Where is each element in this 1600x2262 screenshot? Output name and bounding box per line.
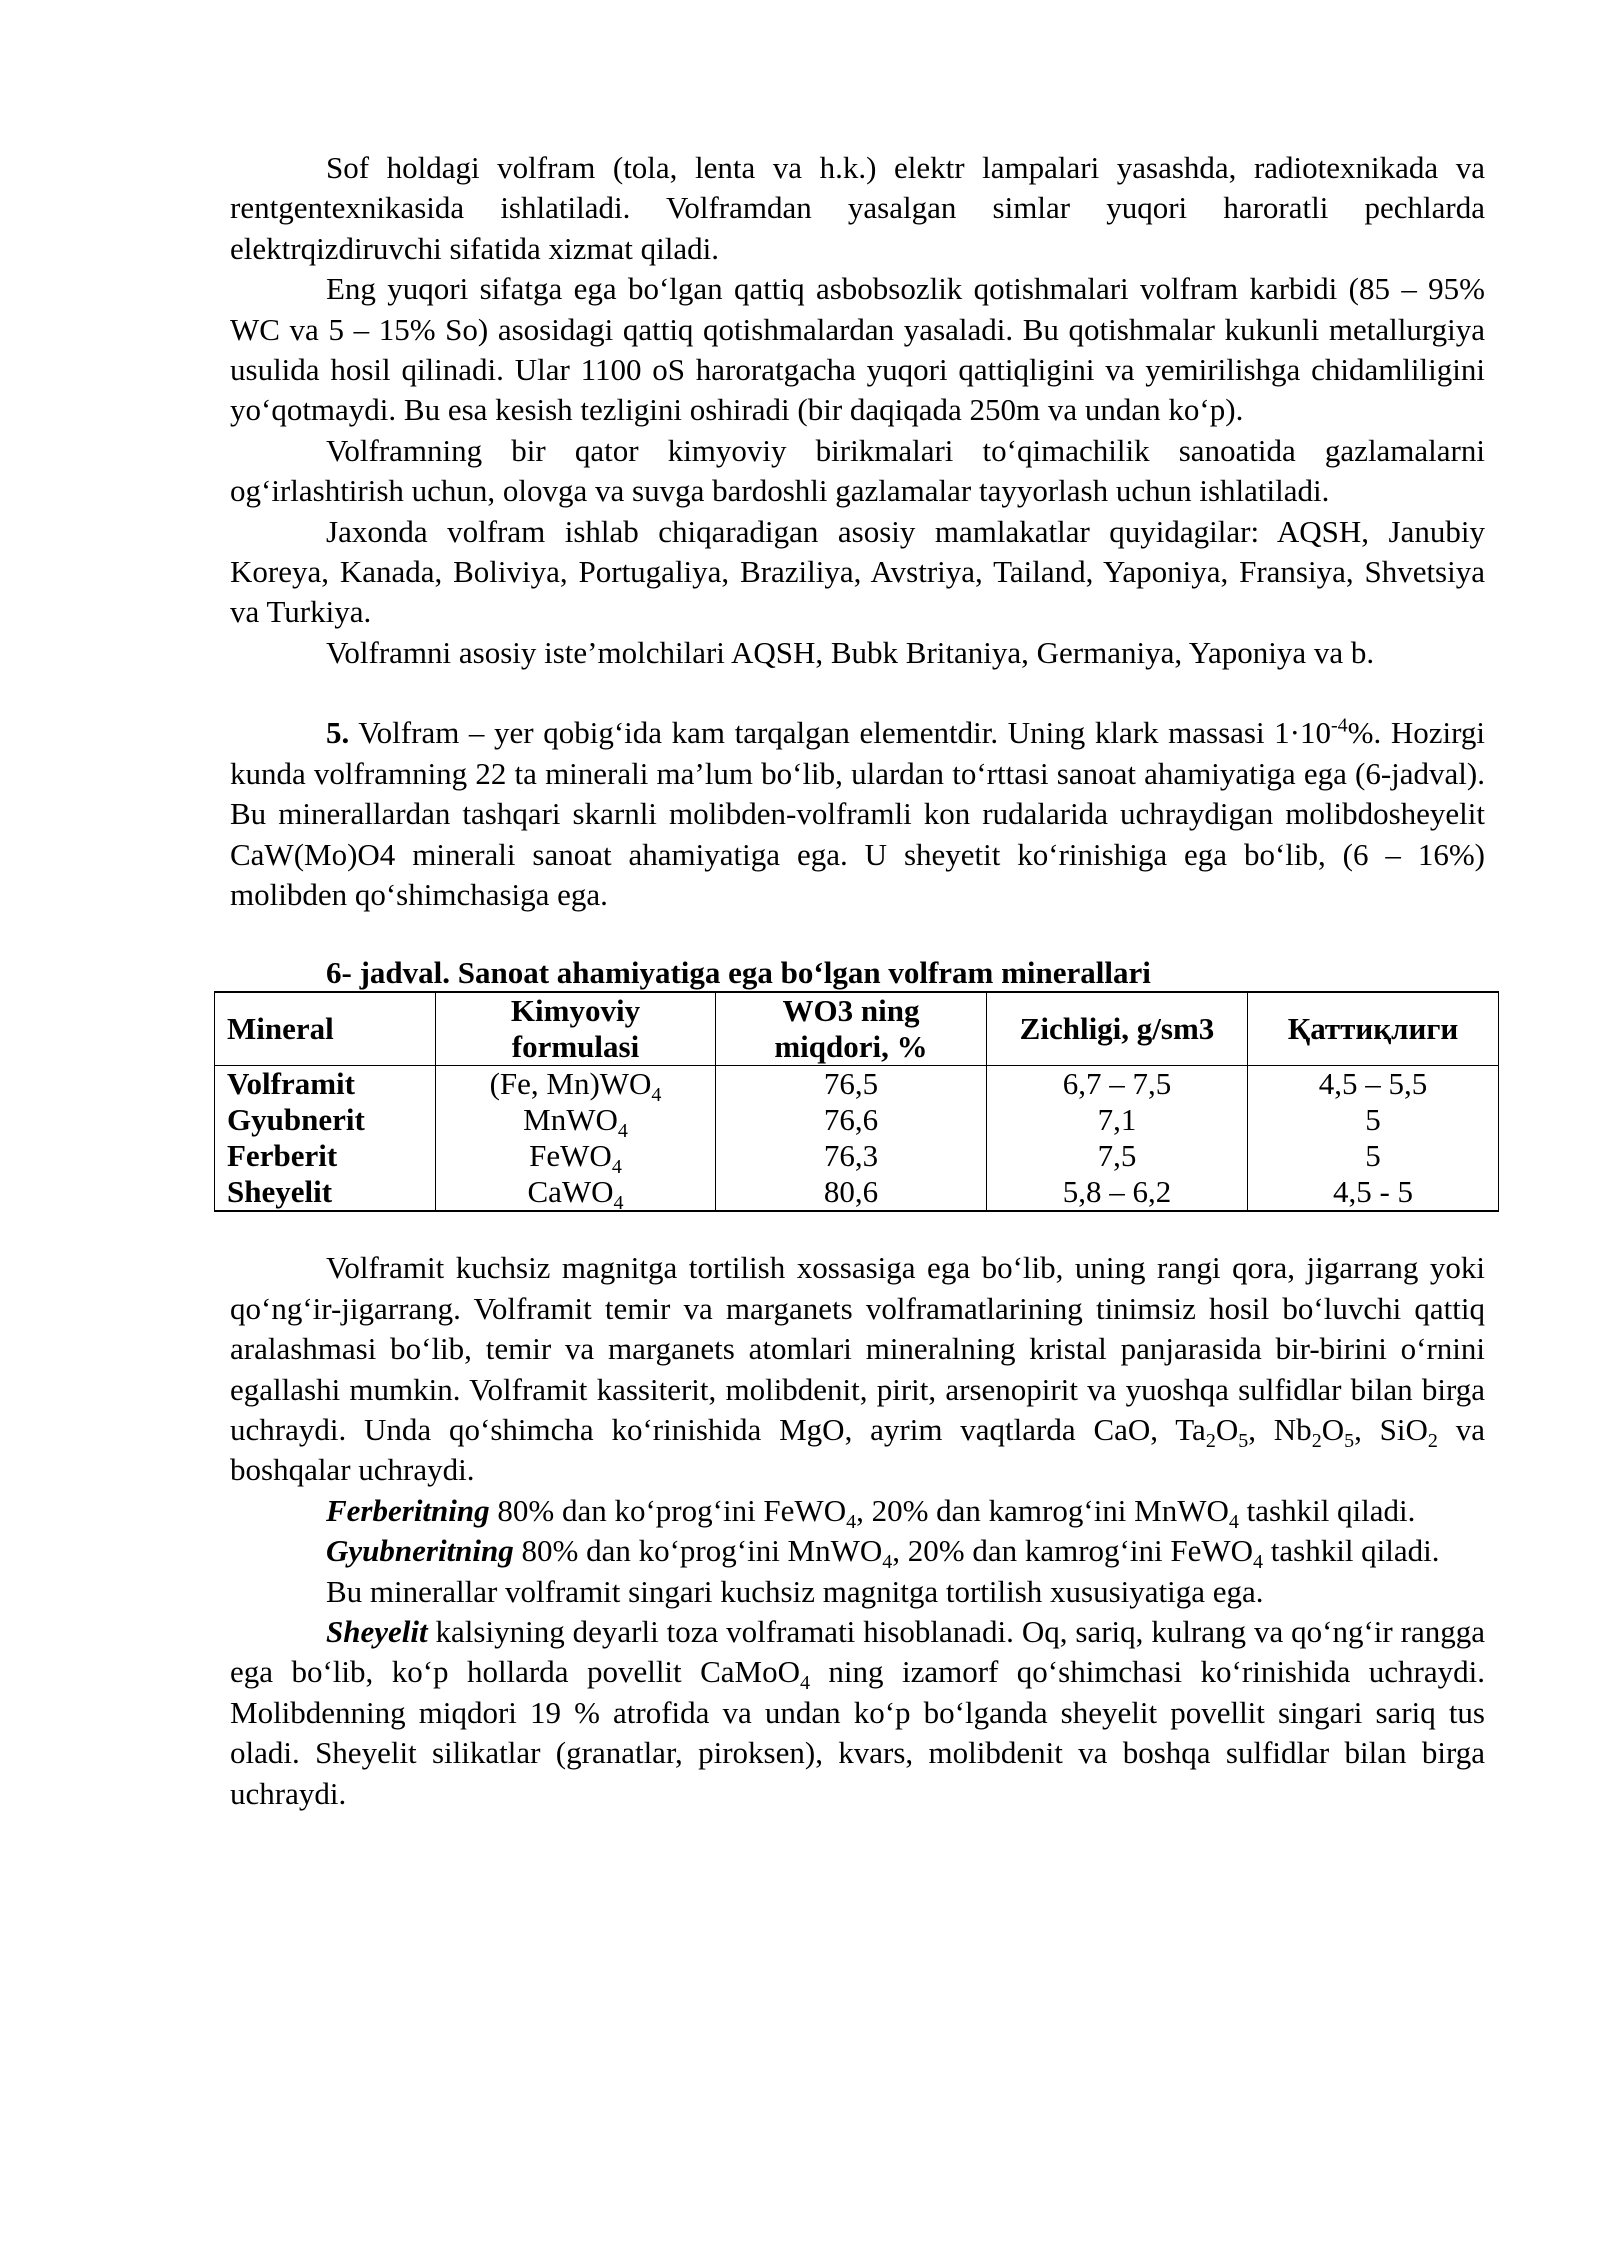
- cell-wo3: 80,6: [716, 1174, 987, 1211]
- cell-mineral: Ferberit: [215, 1138, 436, 1174]
- cell-wo3: 76,6: [716, 1102, 987, 1138]
- cell-hardness: 4,5 - 5: [1248, 1174, 1499, 1211]
- cell-mineral: Gyubnerit: [215, 1102, 436, 1138]
- paragraph-minerals-magnetic: Bu minerallar volframit singari kuchsiz magnitga tortilish xususiyatiga ega.: [326, 1573, 1264, 1609]
- minerals-table: [214, 991, 1499, 1215]
- col-header-hardness: Қаттиқлиги: [1248, 992, 1499, 1066]
- table-row: [215, 1066, 1499, 1103]
- cell-mineral: Volframit: [215, 1066, 436, 1103]
- cell-hardness: 4,5 – 5,5: [1248, 1066, 1499, 1103]
- paragraph-textile-use: Volframning bir qator kimyoviy birikmalari to‘qimachilik sanoatida gazlamalarni og‘irlashtirish uchun, olovga va suvga bardoshli gazlamalar tayyorlash uchun ishlatiladi.: [230, 432, 1485, 509]
- term-sheyelit: Sheyelit: [326, 1613, 428, 1649]
- col-header-formula: Kimyoviy formulasi: [436, 992, 716, 1066]
- paragraph-gyubnerit: Gyubneritning 80% dan ko‘prog‘ini MnWO$_4$, 20% dan kamrog‘ini FeWO$_4$ tashkil qiladi.: [326, 1533, 1440, 1574]
- cell-density: 6,7 – 7,5: [987, 1066, 1248, 1103]
- cell-mineral: Sheyelit: [215, 1174, 436, 1211]
- cell-density: 7,5: [987, 1138, 1248, 1174]
- document-page: [227, 148, 1486, 1814]
- paragraph-pure-tungsten: Sof holdagi volfram (tola, lenta va h.k.) elektr lampalari yasashda, radiotexnikada va rentgentexnikasida ishlatiladi. Volframdan yasalgan simlar yuqori haroratli pechlarda elektrqizdiruvchi sifatida xizmat qiladi.: [230, 150, 1485, 266]
- table-header-row: [215, 992, 1499, 1066]
- cell-hardness: 5: [1248, 1102, 1499, 1138]
- clarke-exponent: -4: [1331, 714, 1348, 737]
- cell-wo3: 76,5: [716, 1066, 987, 1103]
- spacer: [230, 915, 1485, 955]
- section-5-text-b: %. Hozirgi kunda volframning 22 ta minerali ma’lum bo‘lib, ulardan to‘rttasi sanoat ahamiyatiga ega (6-jadval). Bu minerallardan tashqari skarnli molibden-volframli kon rudalarida uchraydigan molibdosheyelit CaW(Mo)O4 minerali sanoat ahamiyatiga ega. U sheyetit ko‘rinishiga ega bo‘lib, (6 – 16%) molibden qo‘shimchasiga ega.: [230, 715, 1485, 912]
- cell-wo3: 76,3: [716, 1138, 987, 1174]
- paragraph-ferberit: Ferberitning 80% dan ko‘prog‘ini FeWO$_4$, 20% dan kamrog‘ini MnWO$_4$ tashkil qiladi.: [326, 1492, 1416, 1533]
- col-header-wo3: WO3 ning miqdori, %: [716, 992, 987, 1066]
- table-row: [215, 1174, 1499, 1211]
- term-ferberit: Ferberitning: [326, 1492, 490, 1528]
- paragraph-hard-alloys: Eng yuqori sifatga ega bo‘lgan qattiq asbobsozlik qotishmalari volfram karbidi (85 – 95% WC va 5 – 15% So) asosidagi qattiq qotishmalardan yasaladi. Bu qotishmalar kukunli metallurgiya usulida hosil qilinadi. Ular 1100 oS haroratgacha yuqori qattiqligini va yemirilishga chidamliligini yo‘qotmaydi. Bu esa kesish tezligini oshiradi (bir daqiqada 250m va undan ko‘p).: [230, 271, 1485, 428]
- cell-hardness: 5: [1248, 1138, 1499, 1174]
- section-5-text-a: Volfram – yer qobig‘ida kam tarqalgan elementdir. Uning klark massasi 1·10: [349, 715, 1331, 751]
- col-header-mineral: Mineral: [215, 992, 436, 1066]
- col-header-density: Zichligi, g/sm3: [987, 992, 1248, 1066]
- term-gyubnerit: Gyubneritning: [326, 1533, 514, 1569]
- spacer: [230, 1212, 1485, 1248]
- cell-formula: FeWO$_4$: [436, 1138, 716, 1174]
- paragraph-section-5: [230, 713, 1485, 915]
- paragraph-consumers: Volframni asosiy iste’molchilari AQSH, Bubk Britaniya, Germaniya, Yaponiya va b.: [326, 634, 1375, 670]
- section-number: 5.: [326, 715, 350, 751]
- paragraph-volframit: Volframit kuchsiz magnitga tortilish xossasiga ega bo‘lib, uning rangi qora, jigarrang yoki qo‘ng‘ir-jigarrang. Volframit temir va marganets volframatlarining tinimsiz hosil bo‘luvchi qattiq aralashmasi bo‘lib, temir va marganets atomlari mineralning kristal panjarasida bir-birini o‘rnini egallashi mumkin. Volframit kassiterit, molibdenit, pirit, arsenopirit va yuoshqa sulfidlar bilan birga uchraydi. Unda qo‘shimcha ko‘rinishida MgO, ayrim vaqtlarda CaO, $Ta_2O_5$, $Nb_2O_5$, SiO$_2$ va boshqalar uchraydi.: [230, 1250, 1485, 1488]
- cell-formula: MnWO$_4$: [436, 1102, 716, 1138]
- cell-formula: CaWO$_4$: [436, 1174, 716, 1211]
- cell-formula: (Fe, $Mn)WO_4$: [436, 1066, 716, 1103]
- cell-density: 7,1: [987, 1102, 1248, 1138]
- table-row: [215, 1102, 1499, 1138]
- table-caption: 6- jadval. Sanoat ahamiyatiga ega bo‘lgan volfram minerallari: [326, 955, 1151, 991]
- table-row: [215, 1138, 1499, 1174]
- paragraph-sheyelit: Sheyelit kalsiyning deyarli toza volframati hisoblanadi. Oq, sariq, kulrang va qo‘ng‘ir rangga ega bo‘lib, ko‘p hollarda povellit CaMoO$_4$ ning izamorf qo‘shimchasi ko‘rinishida uchraydi. Molibdenning miqdori 19 % atrofida va undan ko‘p bo‘lganda sheyelit povellit singari sariq tus oladi. Sheyelit silikatlar (granatlar, piroksen), kvars, molibdenit va boshqa sulfidlar bilan birga uchraydi.: [230, 1613, 1486, 1811]
- paragraph-producers: Jaxonda volfram ishlab chiqaradigan asosiy mamlakatlar quyidagilar: AQSH, Janubiy Koreya, Kanada, Boliviya, Portugaliya, Braziliya, Avstriya, Tailand, Yaponiya, Fransiya, Shvetsiya va Turkiya.: [230, 513, 1485, 630]
- cell-density: 5,8 – 6,2: [987, 1174, 1248, 1211]
- spacer: [230, 673, 1485, 713]
